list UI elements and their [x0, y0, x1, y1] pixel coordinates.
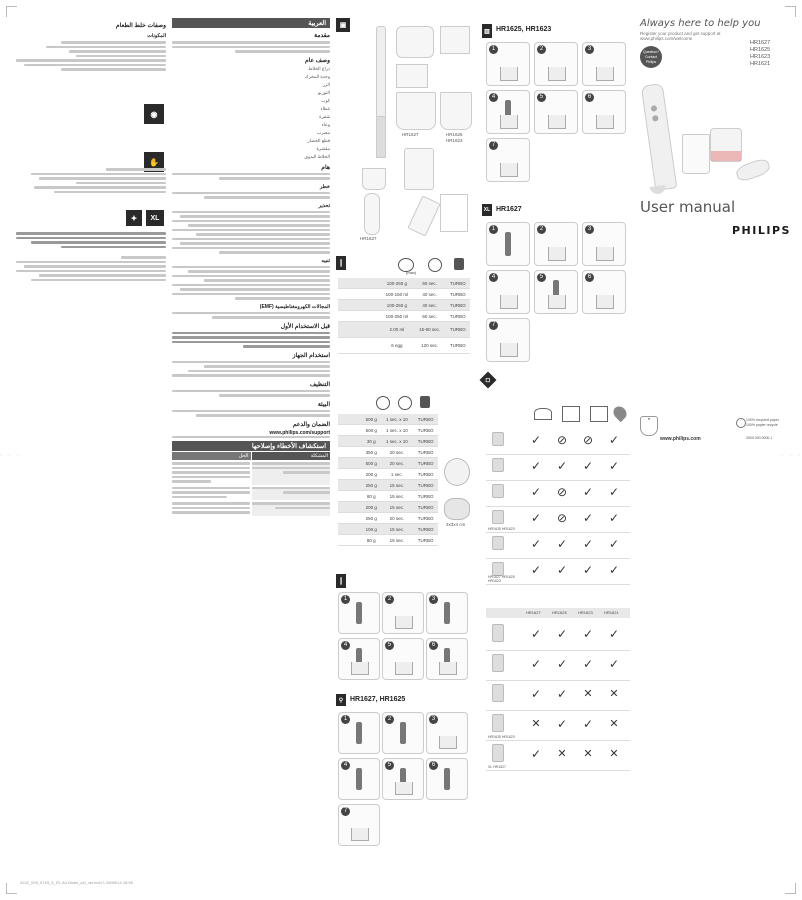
row-model-label: HR1625 HR1623: [488, 527, 515, 531]
cross-icon: ✕: [583, 748, 593, 760]
check-icon: ✓: [608, 657, 620, 671]
chopper-steps-header: HR1625, HR1623: [496, 26, 552, 33]
before-first-use-header: قبل الاستخدام الأول: [280, 323, 330, 330]
icon-badge: ✋: [144, 152, 164, 172]
check-icon: ✓: [530, 459, 542, 473]
dishwasher-icon: [562, 406, 580, 422]
illustrations-column: [336, 18, 472, 880]
check-icon: ✓: [608, 459, 620, 473]
check-icon: ✓: [582, 459, 594, 473]
chopped-food-illustration: [444, 458, 470, 486]
whisk-step-4: 4: [338, 758, 380, 800]
check-icon: ✓: [530, 627, 542, 641]
check-icon: ✓: [608, 563, 620, 577]
blender-step-5: 5: [382, 638, 424, 680]
accessory-thumbnail: [492, 458, 504, 472]
cross-icon: ✕: [531, 718, 541, 730]
tagline: Always here to help you: [640, 18, 761, 29]
grid-row: [486, 506, 630, 533]
grid-row: [486, 532, 630, 559]
grid-row: [486, 710, 630, 741]
grid-row: [486, 680, 630, 711]
steps-column: [482, 18, 632, 880]
spatula-illustration: [407, 195, 440, 236]
chopper-step-3: 3: [582, 42, 626, 86]
troubleshooting-bar: استكشاف الأخطاء وإصلاحها: [172, 441, 330, 451]
grid-header-hr1623: HR1623: [578, 610, 593, 615]
blender-head-image: [650, 185, 667, 195]
accessory-thumbnail: [492, 744, 504, 762]
xl-step-1: 1: [486, 222, 530, 266]
check-icon: ✓: [556, 627, 568, 641]
overview-icon: ▣: [336, 18, 350, 32]
grid-row: [486, 620, 630, 651]
check-icon: ✓: [582, 627, 594, 641]
whisk-step-5: 5: [382, 758, 424, 800]
print-slug: 4222_005_0793_3_ITL A4 folder_c4l_ver.indd 1 28/05/14 15:59: [20, 880, 133, 885]
blender-bar-illustration: [376, 116, 386, 158]
cleaning-header: التنظيف: [309, 381, 330, 388]
check-icon: ✓: [530, 563, 542, 577]
grid-row: [486, 650, 630, 681]
speed-icon: [454, 258, 464, 270]
warning-label: تحذير: [318, 202, 330, 209]
row-model-label: HR1627 HR1625 HR1623: [488, 575, 515, 583]
whisk-step-7: 7: [338, 804, 380, 846]
check-icon: ✓: [556, 717, 568, 731]
quantity-icon: [398, 258, 414, 272]
chopper-steps-icon: ▥: [482, 24, 492, 38]
check-icon: ✓: [582, 511, 594, 525]
check-icon: ✓: [530, 687, 542, 701]
website[interactable]: www.philips.com: [660, 436, 701, 442]
chopper-blade-illustration: [396, 64, 428, 88]
chopper-product-image: [710, 128, 742, 162]
xl-step-3: 3: [582, 222, 626, 266]
xl-lid-illustration: [440, 26, 470, 54]
accessory-thumbnail: [492, 624, 504, 642]
grid-header-hr1625: HR1625: [552, 610, 567, 615]
xl-step-5: 5: [534, 270, 578, 314]
check-icon: ✓: [530, 657, 542, 671]
accessory-thumbnail: [492, 484, 504, 498]
chopper-lid-illustration: [396, 26, 434, 58]
check-icon: ✓: [530, 511, 542, 525]
check-icon: ✓: [582, 563, 594, 577]
whisk-step-3: 3: [426, 712, 468, 754]
accessory-thumbnail: [492, 432, 504, 446]
cleaning-icon: ◇: [480, 372, 497, 389]
model-list: HR1627 HR1625 HR1623 HR1621: [750, 40, 771, 67]
check-icon: ✓: [556, 563, 568, 577]
intro-header: مقدمة: [314, 33, 330, 39]
chopper-step-2: 2: [534, 42, 578, 86]
forbidden-icon: ⊘: [556, 433, 568, 447]
doc-number: 3000.000.0000.1: [746, 436, 773, 440]
blade-icon: ✦: [126, 210, 142, 226]
icon-badge: ◉: [144, 104, 164, 124]
cross-icon: ✕: [583, 688, 593, 700]
danger-label: خطر: [320, 183, 330, 190]
chopper-step-6: 6: [582, 90, 626, 134]
troubleshooting-table-header: الحل المشكلة: [172, 452, 330, 460]
blender-step-6: 6: [426, 638, 468, 680]
caution-label: تنبيه: [321, 257, 330, 264]
grid-row: [486, 480, 630, 507]
speed-icon-2: [420, 396, 430, 408]
xl-step-2: 2: [534, 222, 578, 266]
grid-header-row: [486, 608, 630, 618]
grid-header-hr1627: HR1627: [526, 610, 541, 615]
chopper-step-7: 7: [486, 138, 530, 182]
chopper-step-5: 5: [534, 90, 578, 134]
important-header: هام: [321, 164, 330, 171]
label-hr1627-whisk: HR1627: [360, 236, 377, 241]
grid-row: [486, 428, 630, 455]
label-hr1625: HR1625: [446, 132, 463, 137]
chopper-table: 500 g 1 sec. x 10 TURBO 500 g 1 sec. x 10 TURBO 30 g 1 sec. x 10 TURBO 350 g 20 sec. TURBO 500 g 20 sec. TURBO 200 g 1 sec. TURBO 250 g 15 sec. TURBO 80 g 15 sec. TURBO 200 g 15 sec. TURBO 250 g 20 sec. TURBO 100 g 15 sec. TURBO 80 g 15 sec. TURBO: [338, 414, 438, 546]
forbidden-icon: ⊘: [582, 433, 594, 447]
accessory-thumbnail: [492, 684, 504, 702]
dice-size-caption: 2x3x4 cm: [446, 522, 466, 527]
check-icon: ✓: [556, 687, 568, 701]
language-tab: العربية: [172, 18, 330, 28]
check-icon: ✓: [556, 459, 568, 473]
chopper-step-4: 4: [486, 90, 530, 134]
grid-row: [486, 558, 630, 585]
xl-step-7: 7: [486, 318, 530, 362]
row-model-label: XL HR1627: [488, 765, 506, 769]
grid-header-hr1621: HR1621: [604, 610, 619, 615]
register-link[interactable]: www.philips.com/welcome: [640, 36, 693, 41]
question-badge: Question? Contact Philips: [640, 46, 662, 68]
xl-step-4: 4: [486, 270, 530, 314]
check-icon: ✓: [530, 485, 542, 499]
arabic-main-column: [172, 18, 330, 880]
using-appliance-header: استخدام الجهاز: [292, 352, 330, 359]
blender-icon: ┃: [336, 256, 346, 270]
accessory-thumbnail: [492, 536, 504, 550]
recycle-icon: [736, 418, 746, 428]
register-line-1: Register your product and get support at: [640, 31, 721, 36]
label-hr1627: HR1627: [402, 132, 419, 137]
label-hr1623: HR1623: [446, 138, 463, 143]
accessory-thumbnail: [492, 654, 504, 672]
check-icon: ✓: [608, 537, 620, 551]
whisk-step-2: 2: [382, 712, 424, 754]
accessory-thumbnail: [492, 510, 504, 524]
guarantee-header: الضمان والدعم: [292, 421, 330, 428]
timer-icon-2: [398, 396, 412, 410]
xl-step-6: 6: [582, 270, 626, 314]
check-icon: ✓: [608, 433, 620, 447]
hand-blender-product-image: [641, 83, 678, 191]
whisk-illustration: [364, 193, 380, 235]
water-drop-icon: [611, 404, 629, 422]
whisk-step-1: 1: [338, 712, 380, 754]
xl-badge: XL: [146, 210, 164, 226]
blender-step-4: 4: [338, 638, 380, 680]
manual-title: User manual: [640, 198, 736, 216]
check-icon: ✓: [556, 537, 568, 551]
recipes-header: وصفات خلط الطعام: [115, 23, 166, 29]
whisk-step-6: 6: [426, 758, 468, 800]
blender-step-3: 3: [426, 592, 468, 634]
check-icon: ✓: [608, 627, 620, 641]
accessory-thumbnail: [492, 714, 504, 732]
cross-icon: ✕: [609, 718, 619, 730]
speed-table: 100-250 g 60 sec. TURBO 100-150 ml 40 sec. TURBO 100-250 g 40 sec. TURBO 100-250 ml 60 sec. TURBO 2.00 ml 15-90 sec. TURBO 6 egg 120 sec. TURBO: [338, 278, 470, 354]
check-icon: ✓: [608, 485, 620, 499]
check-icon: ✓: [582, 717, 594, 731]
forbidden-icon: ⊘: [556, 485, 568, 499]
check-icon: ✓: [582, 485, 594, 499]
soak-icon: [590, 406, 608, 422]
parts-list: ذراع الخلاط وحدة المحرك الزر التوربو كوب غطاء شفرة وعاء مضرب قطع الخضار مقشرة الخلاط اليدوي: [304, 65, 330, 159]
check-icon: ✓: [582, 657, 594, 671]
arabic-recipes-column: [16, 18, 166, 880]
blender-steps-icon: ┃: [336, 574, 346, 588]
manual-illustration: [440, 194, 468, 232]
emf-header: المجالات الكهرومغناطيسية (EMF): [259, 303, 330, 310]
general-description-header: وصف عام: [305, 57, 330, 64]
max-header: (max): [406, 270, 417, 275]
whisk-steps-header: HR1627, HR1625: [350, 696, 406, 703]
blender-step-1: 1: [338, 592, 380, 634]
quantity-icon-2: [376, 396, 390, 410]
beaker-large-illustration: [404, 148, 434, 190]
chopper-step-1: 1: [486, 42, 530, 86]
check-icon: ✓: [608, 511, 620, 525]
beaker-illustration: [362, 168, 386, 190]
whisk-steps-icon: ⚲: [336, 694, 346, 706]
tap-icon: [534, 408, 552, 420]
chopper-bowl-illustration: [396, 92, 436, 130]
grid-row: [486, 740, 630, 771]
check-icon: ✓: [530, 747, 542, 761]
ingredients-header: المكونات: [147, 33, 166, 39]
check-icon: ✓: [530, 537, 542, 551]
xl-steps-header: HR1627: [496, 206, 522, 213]
forbidden-icon: ⊘: [556, 511, 568, 525]
grid-row: [486, 454, 630, 481]
check-icon: ✓: [556, 657, 568, 671]
motor-unit-illustration: [376, 26, 386, 118]
environment-header: البيئة: [317, 401, 330, 408]
cross-icon: ✕: [557, 748, 567, 760]
cross-icon: ✕: [609, 688, 619, 700]
cross-icon: ✕: [609, 748, 619, 760]
blender-step-2: 2: [382, 592, 424, 634]
check-icon: ✓: [530, 433, 542, 447]
xl-chopper-icon: XL: [482, 204, 492, 216]
recycled-text: 100% recycled paper 100% papier recyclé: [746, 418, 779, 427]
diced-food-illustration: [444, 498, 470, 520]
accessory-thumbnail: [492, 562, 504, 576]
philips-shield-logo: ❖: [640, 416, 658, 436]
beaker-product-image: [682, 134, 710, 174]
xl-bowl-illustration: [440, 92, 472, 130]
philips-logo: PHILIPS: [732, 224, 791, 237]
support-link[interactable]: www.philips.com/support: [269, 429, 330, 436]
row-model-label: HR1625 HR1623: [488, 735, 515, 739]
cover-column: [640, 18, 790, 880]
timer-icon: [428, 258, 442, 272]
check-icon: ✓: [582, 537, 594, 551]
